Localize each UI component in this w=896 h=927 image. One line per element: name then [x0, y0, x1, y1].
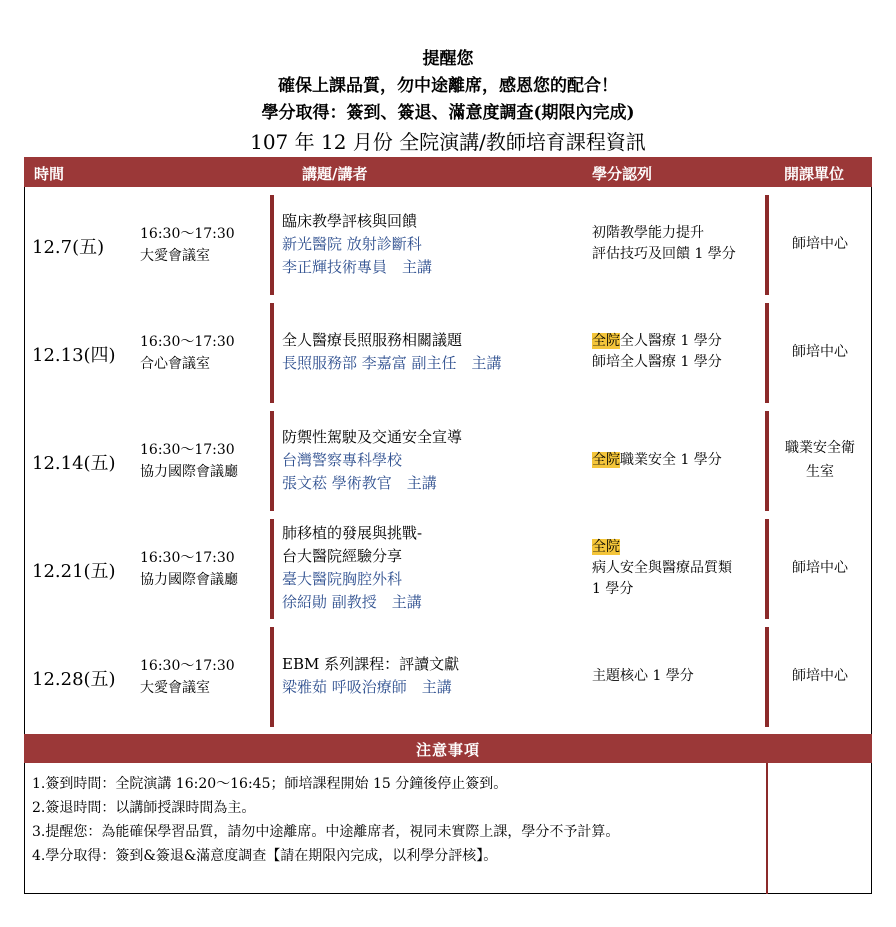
- topic-divider: [270, 627, 274, 727]
- credit-tag-badge: 全院: [592, 452, 620, 468]
- speaker-line: 新光醫院 放射診斷科: [282, 235, 422, 253]
- credit-text: 初階教學能力提升: [592, 225, 704, 241]
- session-credit: [592, 537, 732, 600]
- credit-text: 全人醫療 1 學分: [620, 333, 722, 349]
- session-place: 大愛會議室: [140, 680, 210, 696]
- session-topic: [282, 210, 432, 279]
- session-topic: [282, 329, 502, 375]
- table-row: [24, 303, 872, 405]
- col-unit: 開課單位: [784, 165, 845, 183]
- col-time: 時間: [34, 165, 65, 183]
- session-time: 16:30～17:30: [140, 226, 235, 242]
- session-time: 16:30～17:30: [140, 334, 235, 350]
- session-time-place: [140, 439, 238, 483]
- notice-item: 3.提醒您：為能確保學習品質，請勿中途離席。中途離席者，視同未實際上課，學分不予計算。: [32, 824, 620, 840]
- topic-title-line: 防禦性駕駛及交通安全宣導: [282, 428, 463, 446]
- notice-item: 2.簽退時間：以講師授課時間為主。: [32, 800, 256, 816]
- speaker-line: 長照服務部 李嘉富 副主任 主講: [282, 354, 502, 372]
- session-place: 協力國際會議廳: [140, 464, 238, 480]
- speaker-line: 台灣警察專科學校: [282, 451, 403, 469]
- credit-text: 職業安全 1 學分: [620, 452, 722, 468]
- session-time: 16:30～17:30: [140, 442, 235, 458]
- speaker-line: 梁雅茹 呼吸治療師 主講: [282, 678, 452, 696]
- credit-line: [592, 666, 694, 687]
- topic-divider: [270, 519, 274, 619]
- session-credit: [592, 223, 736, 265]
- unit-line: 職業安全衛: [785, 440, 855, 456]
- topic-title-line: 肺移植的發展與挑戰-: [282, 524, 423, 542]
- table-row: [24, 627, 872, 729]
- credit-text: 師培全人醫療 1 學分: [592, 354, 722, 370]
- col-topic: 講題/講者: [302, 165, 368, 183]
- session-unit: [768, 436, 872, 484]
- credit-line: [592, 537, 732, 558]
- topic-title-line: 臨床教學評核與回饋: [282, 212, 418, 230]
- credit-line: [592, 450, 722, 471]
- session-unit: [768, 232, 872, 256]
- page-title: 107 年 12 月份 全院演講/教師培育課程資訊: [250, 130, 646, 154]
- unit-line: 師培中心: [792, 236, 848, 252]
- credit-text: 1 學分: [592, 581, 634, 597]
- quality-reminder: 確保上課品質，勿中途離席，感恩您的配合！: [278, 76, 618, 96]
- topic-title-line: 全人醫療長照服務相關議題: [282, 331, 463, 349]
- credit-line: [592, 558, 732, 579]
- notice-title: 注意事項: [415, 741, 480, 759]
- session-date: 12.21(五): [32, 561, 116, 582]
- session-date: 12.13(四): [32, 345, 116, 366]
- speaker-line: 李正輝技術專員 主講: [282, 258, 433, 276]
- topic-title-line: 台大醫院經驗分享: [282, 547, 403, 565]
- session-date: 12.14(五): [32, 453, 116, 474]
- table-row: [24, 195, 872, 297]
- session-credit: [592, 331, 722, 373]
- notice-list: [32, 772, 762, 868]
- table-row: [24, 411, 872, 513]
- session-time: 16:30～17:30: [140, 658, 235, 674]
- topic-divider: [270, 411, 274, 511]
- session-time-place: [140, 547, 238, 591]
- session-place: 大愛會議室: [140, 248, 210, 264]
- credit-line: [592, 223, 736, 244]
- topic-title-line: EBM 系列課程：評讀文獻: [282, 655, 460, 673]
- session-unit: [768, 340, 872, 364]
- session-place: 協力國際會議廳: [140, 572, 238, 588]
- session-date: 12.28(五): [32, 669, 116, 690]
- topic-divider: [270, 195, 274, 295]
- credit-reminder: 學分取得：簽到、簽退、滿意度調查(期限內完成): [261, 103, 635, 123]
- credit-line: [592, 244, 736, 265]
- session-time-place: [140, 223, 235, 267]
- credit-line: [592, 579, 732, 600]
- speaker-line: 徐紹勛 副教授 主講: [282, 593, 422, 611]
- credit-text: 評估技巧及回饋 1 學分: [592, 246, 736, 262]
- credit-tag-badge: 全院: [592, 333, 620, 349]
- notice-item: 4.學分取得：簽到&簽退&滿意度調查【請在期限內完成，以利學分評核】。: [32, 848, 498, 864]
- unit-line: 師培中心: [792, 668, 848, 684]
- unit-line: 師培中心: [792, 560, 848, 576]
- session-topic: [282, 426, 462, 495]
- session-topic: [282, 522, 422, 614]
- speaker-line: 張文菘 學術教官 主講: [282, 474, 437, 492]
- credit-text: 病人安全與醫療品質類: [592, 560, 732, 576]
- session-topic: [282, 653, 459, 699]
- session-unit: [768, 556, 872, 580]
- credit-tag-badge: 全院: [592, 539, 620, 555]
- notice-header: [24, 734, 872, 763]
- notice-divider: [766, 763, 768, 894]
- unit-line: 師培中心: [792, 344, 848, 360]
- col-credit: 學分認列: [592, 165, 653, 183]
- credit-line: [592, 331, 722, 352]
- session-place: 合心會議室: [140, 356, 210, 372]
- session-time: 16:30～17:30: [140, 550, 235, 566]
- session-unit: [768, 664, 872, 688]
- topic-divider: [270, 303, 274, 403]
- unit-line: 生室: [806, 464, 834, 480]
- table-header: [24, 157, 872, 187]
- credit-text: 主題核心 1 學分: [592, 668, 694, 684]
- reminder-heading: 提醒您: [422, 49, 474, 69]
- session-credit: [592, 450, 722, 471]
- session-date: 12.7(五): [32, 237, 105, 258]
- session-time-place: [140, 655, 235, 699]
- credit-line: [592, 352, 722, 373]
- notice-item: 1.簽到時間：全院演講 16:20～16:45；師培課程開始 15 分鐘後停止簽到。: [32, 776, 508, 792]
- speaker-line: 臺大醫院胸腔外科: [282, 570, 403, 588]
- session-credit: [592, 666, 694, 687]
- table-row: [24, 519, 872, 621]
- session-time-place: [140, 331, 235, 375]
